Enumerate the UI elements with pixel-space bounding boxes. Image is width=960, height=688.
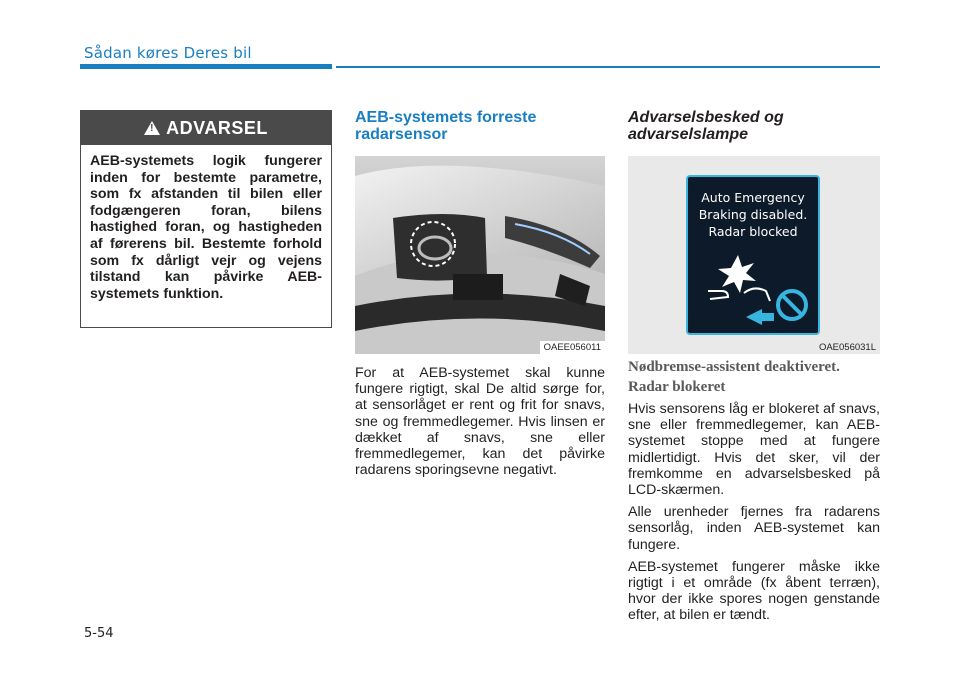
subheading-radar-blocked: Radar blokeret	[628, 379, 726, 395]
image-code: OAE056031L	[815, 341, 880, 354]
warning-message-heading: Advarselsbesked og advarselslampe	[628, 109, 784, 143]
lcd-message	[688, 189, 818, 240]
warning-box	[80, 110, 332, 328]
header-rule-thin	[336, 66, 880, 68]
header-rule-thick	[80, 64, 332, 69]
radar-blocked-text	[628, 401, 880, 630]
warning-text: AEB-systemets logik fungerer inden for bestemte parametre, som fx afstanden til bilen eller fodgængeren foran, bilens hastighed foran, og hastigheden af førerens bil. Bestemte forhold som fx dårligt vejr og vejens tilstand kan påvirke AEB-systemets funktion.	[90, 153, 322, 302]
section-title: Sådan køres Deres bil	[84, 44, 252, 62]
radar-sensor-text: For at AEB-systemet skal kunne fungere rigtigt, skal De altid sørge for, at sensorlåget er rent og frit for snavs, sne og fremmedlegemer. Hvis linsen er dækket af snavs, sne eller fremmedlegemer, kan det påvirke radarens sporingsevne negativt.	[355, 365, 605, 479]
warning-header	[81, 111, 331, 145]
car-front-image	[355, 156, 605, 354]
collision-warning-icon	[688, 253, 818, 333]
paragraph-1: Hvis sensorens låg er blokeret af snavs, sne eller fremmedlegemer, kan AEB-systemet stoppe med at fungere midlertidigt. Hvis det sker, vil der fremkomme en advarselsbesked på LCD-skærmen.	[628, 401, 880, 499]
subheading-aeb-disabled: Nødbremse-assistent deaktiveret.	[628, 359, 840, 375]
lcd-line-2: Braking disabled.	[698, 207, 808, 222]
page-number: 5-54	[84, 626, 114, 641]
paragraph-2: Alle urenheder fjernes fra radarens sensorlåg, inden AEB-systemet kan fungere.	[628, 504, 880, 553]
paragraph-3: AEB-systemet fungerer måske ikke rigtigt i et område (fx åbent terræn), hvor der ikke spores nogen genstande efter, at bilen er tændt.	[628, 558, 880, 624]
radar-sensor-heading: AEB-systemets forreste radarsensor	[355, 109, 537, 143]
lcd-line-3: Radar blocked	[708, 224, 798, 239]
cluster-warning-image	[628, 156, 880, 354]
car-illustration	[355, 156, 605, 354]
image-code: OAEE056011	[540, 341, 605, 354]
lcd-display	[686, 175, 820, 335]
warning-triangle-icon	[144, 121, 160, 135]
lcd-line-1: Auto Emergency	[701, 190, 805, 205]
warning-label: ADVARSEL	[166, 117, 268, 138]
